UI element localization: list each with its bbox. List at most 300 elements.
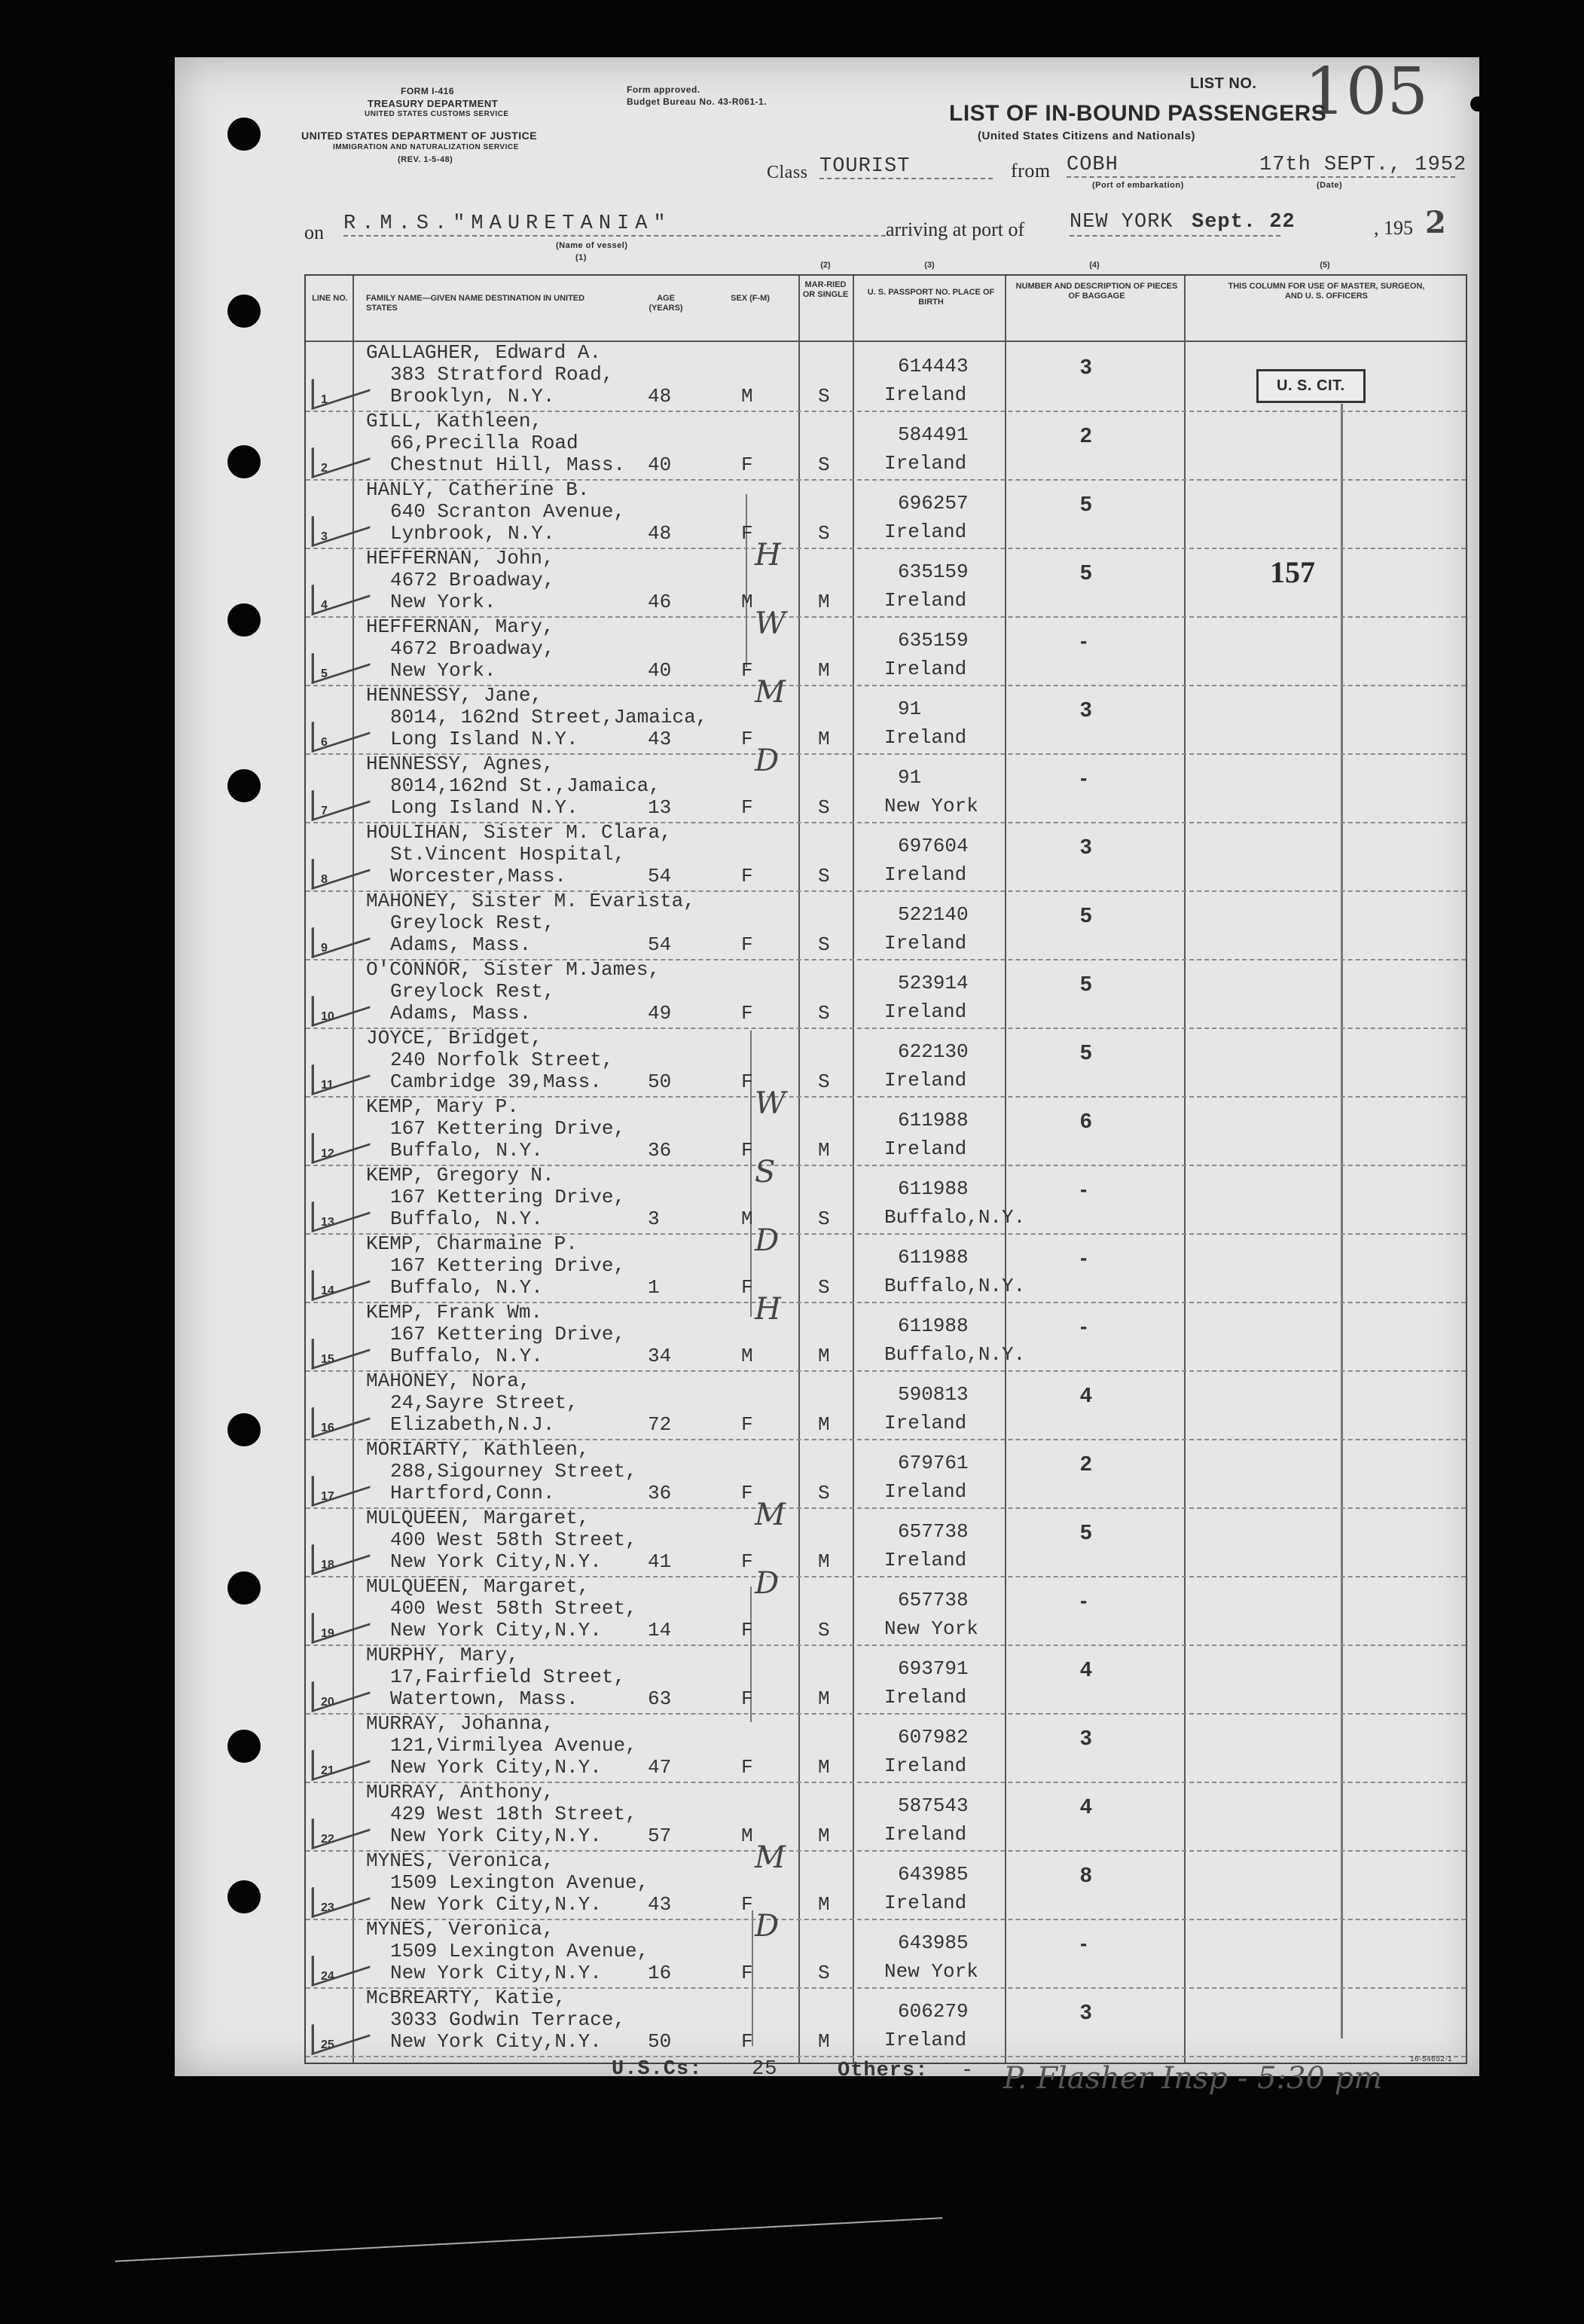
- address-line-2: Chestnut Hill, Mass.: [390, 454, 626, 476]
- header-age: AGE (YEARS): [649, 294, 683, 313]
- table-row: [306, 1086, 1466, 1166]
- table-row: [306, 479, 1466, 549]
- baggage-count: 4: [1080, 1794, 1092, 1818]
- vessel-name: R.M.S."MAURETANIA": [343, 212, 886, 237]
- age: 36: [648, 1139, 672, 1162]
- passport-number: 635159: [898, 560, 969, 583]
- budget-bureau: Budget Bureau No. 43-R061-1.: [627, 96, 768, 107]
- passport-number: 643985: [898, 1863, 969, 1886]
- check-mark: [312, 429, 371, 478]
- place-of-birth: Ireland: [884, 726, 967, 749]
- baggage-count: 3: [1080, 698, 1092, 721]
- marital-status: M: [818, 1139, 830, 1162]
- check-mark: [312, 704, 371, 753]
- age: 34: [648, 1345, 672, 1367]
- line-number: 15: [321, 1353, 334, 1366]
- passenger-name: JOYCE, Bridget,: [366, 1027, 543, 1049]
- port-caption: (Port of embarkation): [1092, 181, 1184, 190]
- marital-status: M: [818, 728, 830, 750]
- sex: F: [741, 1962, 753, 1984]
- place-of-birth: Ireland: [884, 1480, 967, 1503]
- sex: F: [741, 1413, 753, 1436]
- address-line-1: 24,Sayre Street,: [390, 1391, 578, 1414]
- passenger-name: GALLAGHER, Edward A.: [366, 341, 602, 364]
- uscs-label: U.S.Cs:: [612, 2058, 703, 2081]
- marital-status: M: [818, 1825, 830, 1847]
- passport-number: 606279: [898, 2000, 969, 2023]
- sex: F: [741, 1893, 753, 1916]
- address-line-1: 8014,162nd St.,Jamaica,: [390, 774, 661, 797]
- baggage-count: 2: [1080, 423, 1092, 447]
- relation-mark: M: [755, 675, 786, 710]
- age: 54: [648, 933, 672, 956]
- marital-status: M: [818, 1345, 830, 1367]
- treasury-department: TREASURY DEPARTMENT: [368, 98, 499, 109]
- passenger-name: MULQUEEN, Margaret,: [366, 1575, 590, 1598]
- age: 14: [648, 1619, 672, 1641]
- list-no-label: LIST NO.: [1190, 75, 1257, 92]
- list-no-value: 105: [1305, 54, 1429, 130]
- check-mark: [312, 361, 371, 410]
- address-line-1: 3033 Godwin Terrace,: [390, 2008, 626, 2031]
- age: 41: [648, 1550, 672, 1573]
- marital-status: M: [818, 1550, 830, 1573]
- baggage-count: -: [1080, 1177, 1088, 1201]
- passenger-name: HOULIHAN, Sister M. Clara,: [366, 821, 672, 844]
- age: 40: [648, 659, 672, 682]
- sex: F: [741, 659, 753, 682]
- passport-number: 611988: [898, 1109, 969, 1131]
- age: 43: [648, 1893, 672, 1916]
- address-line-1: 167 Kettering Drive,: [390, 1323, 626, 1345]
- passenger-name: KEMP, Gregory N.: [366, 1164, 554, 1186]
- header-baggage-number: (4): [1089, 261, 1100, 270]
- line-number: 9: [321, 942, 328, 954]
- passport-number: 91: [898, 698, 922, 720]
- age: 57: [648, 1825, 672, 1847]
- sex: F: [741, 2030, 753, 2053]
- check-mark: [312, 1458, 371, 1507]
- header-married-number: (2): [820, 261, 831, 270]
- sex: M: [741, 1345, 753, 1367]
- check-mark: [312, 1389, 371, 1438]
- table-row: [306, 1155, 1466, 1235]
- place-of-birth: Ireland: [884, 863, 967, 886]
- address-line-2: Buffalo, N.Y.: [390, 1139, 543, 1162]
- baggage-count: -: [1080, 1246, 1088, 1269]
- line-number: 3: [321, 530, 328, 543]
- officer-count: 157: [1270, 555, 1315, 589]
- class-value: TOURIST: [819, 155, 993, 179]
- passport-number: 590813: [898, 1383, 969, 1406]
- line-number: 16: [321, 1422, 334, 1434]
- baggage-count: 3: [1080, 835, 1092, 858]
- inspector-signature: P. Flasher Insp - 5:30 pm: [1003, 2061, 1383, 2096]
- relation-mark: S: [755, 1155, 776, 1189]
- arrival-year-prefix: , 195: [1374, 217, 1413, 239]
- line-number: 14: [321, 1284, 334, 1297]
- passenger-name: KEMP, Charmaine P.: [366, 1232, 578, 1255]
- sex: F: [741, 1002, 753, 1025]
- address-line-2: New York.: [390, 591, 496, 613]
- passport-number: 611988: [898, 1246, 969, 1269]
- table-row: [306, 1498, 1466, 1577]
- address-line-1: 121,Virmilyea Avenue,: [390, 1734, 637, 1757]
- place-of-birth: Ireland: [884, 932, 967, 954]
- line-number: 7: [321, 805, 328, 817]
- relation-mark: D: [755, 1223, 780, 1258]
- address-line-2: Adams, Mass.: [390, 1002, 532, 1025]
- relation-mark: M: [755, 1498, 786, 1532]
- marital-status: M: [818, 1687, 830, 1710]
- punch-hole: [227, 769, 261, 802]
- check-mark: [312, 2006, 371, 2055]
- address-line-2: Long Island N.Y.: [390, 728, 578, 750]
- address-line-1: 17,Fairfield Street,: [390, 1666, 626, 1688]
- ins-service: IMMIGRATION AND NATURALIZATION SERVICE: [333, 143, 519, 151]
- check-mark: [312, 1595, 371, 1644]
- departure-date: 17th SEPT.: [1259, 154, 1390, 176]
- place-of-birth: Ireland: [884, 1892, 967, 1914]
- check-mark: [312, 772, 371, 821]
- marital-status: M: [818, 2030, 830, 2053]
- sex: F: [741, 1070, 753, 1093]
- baggage-count: -: [1080, 1589, 1088, 1612]
- check-mark: [312, 498, 371, 547]
- address-line-2: New York City,N.Y.: [390, 1893, 602, 1916]
- place-of-birth: Ireland: [884, 1549, 967, 1571]
- baggage-count: 5: [1080, 1040, 1092, 1064]
- line-number: 19: [321, 1627, 334, 1640]
- address-line-2: New York.: [390, 659, 496, 682]
- relation-mark: D: [755, 744, 780, 778]
- address-line-2: Worcester,Mass.: [390, 865, 567, 887]
- punch-hole: [227, 603, 261, 637]
- table-row: [306, 890, 1466, 960]
- date-underline: [1259, 176, 1455, 178]
- address-line-2: Cambridge 39,Mass.: [390, 1070, 602, 1093]
- sex: F: [741, 796, 753, 819]
- line-number: 5: [321, 667, 328, 680]
- punch-hole: [227, 1571, 261, 1605]
- passport-number: 91: [898, 766, 922, 789]
- passenger-table: [304, 261, 1467, 2064]
- address-line-1: 4672 Broadway,: [390, 569, 555, 591]
- relation-mark: M: [755, 1840, 786, 1875]
- passport-number: 693791: [898, 1657, 969, 1680]
- passenger-name: McBREARTY, Katie,: [366, 1987, 566, 2009]
- us-citizen-stamp: U. S. CIT.: [1256, 369, 1366, 403]
- address-line-2: New York City,N.Y.: [390, 1756, 602, 1779]
- passenger-name: MAHONEY, Sister M. Evarista,: [366, 890, 695, 912]
- table-row: [306, 1840, 1466, 1920]
- line-number: 11: [321, 1079, 334, 1092]
- marital-status: M: [818, 1413, 830, 1436]
- relation-mark: D: [755, 1566, 780, 1601]
- marital-status: S: [818, 454, 830, 476]
- passport-number: 522140: [898, 903, 969, 926]
- passport-number: 696257: [898, 492, 969, 515]
- baggage-count: 4: [1080, 1383, 1092, 1406]
- form-approved: Form approved.: [627, 84, 700, 95]
- uscs-value: 25: [752, 2058, 778, 2081]
- sex: F: [741, 1619, 753, 1641]
- age: 50: [648, 2030, 672, 2053]
- table-row: [306, 1223, 1466, 1303]
- address-line-1: 400 West 58th Street,: [390, 1597, 637, 1620]
- punch-hole: [227, 445, 261, 478]
- passenger-name: HENNESSY, Jane,: [366, 684, 543, 707]
- marital-status: M: [818, 1893, 830, 1916]
- age: 43: [648, 728, 672, 750]
- arrival-year-suffix: 2: [1425, 205, 1446, 240]
- address-line-2: Adams, Mass.: [390, 933, 532, 956]
- table-row: [306, 1566, 1466, 1646]
- relation-mark: H: [755, 1292, 781, 1327]
- check-mark: [312, 1115, 371, 1164]
- marital-status: S: [818, 385, 830, 408]
- address-line-1: 167 Kettering Drive,: [390, 1117, 626, 1140]
- marital-status: S: [818, 1482, 830, 1504]
- address-line-2: Brooklyn, N.Y.: [390, 385, 555, 408]
- marital-status: M: [818, 659, 830, 682]
- place-of-birth: Ireland: [884, 1000, 967, 1023]
- check-mark: [312, 1526, 371, 1575]
- table-row: [306, 1370, 1466, 1440]
- marital-status: S: [818, 1619, 830, 1641]
- table-header: [306, 261, 1466, 342]
- marital-status: M: [818, 1756, 830, 1779]
- header-married: MAR-RIED OR SINGLE: [802, 280, 849, 299]
- check-mark: [312, 909, 371, 958]
- marital-status: S: [818, 1002, 830, 1025]
- place-of-birth: Buffalo,N.Y.: [884, 1343, 1026, 1366]
- date-caption: (Date): [1317, 181, 1343, 190]
- header-name: FAMILY NAME—GIVEN NAME DESTINATION IN UNITED STATES: [366, 294, 585, 313]
- passport-number: 607982: [898, 1726, 969, 1748]
- age: 16: [648, 1962, 672, 1984]
- check-mark: [312, 978, 371, 1027]
- passport-number: 614443: [898, 355, 969, 377]
- line-number: 2: [321, 462, 328, 475]
- class-label: Class: [767, 163, 808, 182]
- age: 1: [648, 1276, 660, 1299]
- place-of-birth: Ireland: [884, 589, 967, 612]
- place-of-birth: Ireland: [884, 1069, 967, 1092]
- header-baggage: NUMBER AND DESCRIPTION OF PIECES OF BAGGAGE: [1015, 282, 1178, 301]
- table-row: [306, 1645, 1466, 1715]
- line-number: 1: [321, 393, 328, 406]
- passenger-name: MULQUEEN, Margaret,: [366, 1507, 590, 1529]
- arriving-label: arriving at port of: [886, 218, 1025, 240]
- baggage-count: -: [1080, 629, 1088, 652]
- age: 54: [648, 865, 672, 887]
- address-line-2: New York City,N.Y.: [390, 1962, 602, 1984]
- check-mark: [312, 1046, 371, 1095]
- check-mark: [312, 841, 371, 890]
- passport-number: 587543: [898, 1794, 969, 1817]
- line-number: 8: [321, 873, 328, 886]
- table-row: [306, 1987, 1466, 2057]
- passenger-name: GILL, Kathleen,: [366, 410, 543, 432]
- sex: M: [741, 1208, 753, 1230]
- place-of-birth: Ireland: [884, 1412, 967, 1434]
- passenger-name: MURRAY, Johanna,: [366, 1712, 554, 1735]
- baggage-count: 2: [1080, 1452, 1092, 1475]
- marital-status: S: [818, 1070, 830, 1093]
- baggage-count: 8: [1080, 1863, 1092, 1886]
- passenger-name: MORIARTY, Kathleen,: [366, 1438, 590, 1461]
- place-of-birth: Ireland: [884, 1138, 967, 1160]
- on-label: on: [304, 221, 324, 243]
- marital-status: M: [818, 591, 830, 613]
- address-line-1: 383 Stratford Road,: [390, 363, 614, 386]
- baggage-count: 4: [1080, 1657, 1092, 1681]
- table-row: [306, 538, 1466, 618]
- place-of-birth: Buffalo,N.Y.: [884, 1206, 1026, 1229]
- line-number: 21: [321, 1764, 334, 1777]
- address-line-1: 1509 Lexington Avenue,: [390, 1940, 649, 1962]
- check-mark: [312, 566, 371, 615]
- relation-mark: H: [755, 538, 781, 573]
- place-of-birth: Ireland: [884, 1823, 967, 1846]
- address-line-2: Elizabeth,N.J.: [390, 1413, 555, 1436]
- vessel-column-number: (1): [575, 253, 587, 262]
- address-line-1: 1509 Lexington Avenue,: [390, 1871, 649, 1894]
- table-row: [306, 1782, 1466, 1852]
- passenger-name: MAHONEY, Nora,: [366, 1370, 531, 1392]
- table-row: [306, 411, 1466, 481]
- address-line-1: 4672 Broadway,: [390, 637, 555, 660]
- marital-status: S: [818, 1276, 830, 1299]
- passenger-name: HENNESSY, Agnes,: [366, 753, 554, 775]
- line-number: 22: [321, 1833, 334, 1846]
- department-of-justice: UNITED STATES DEPARTMENT OF JUSTICE: [301, 130, 538, 142]
- port-of-embarkation: COBH: [1067, 154, 1262, 178]
- sex: F: [741, 522, 753, 545]
- age: 3: [648, 1208, 660, 1230]
- line-number: 25: [321, 2038, 334, 2051]
- header-passport-number: (3): [924, 261, 935, 270]
- departure-year: , 1952: [1389, 154, 1467, 176]
- address-line-2: New York City,N.Y.: [390, 1619, 602, 1641]
- line-number: 20: [321, 1696, 334, 1709]
- line-number: 4: [321, 599, 328, 612]
- punch-hole: [227, 1880, 261, 1913]
- sex: F: [741, 865, 753, 887]
- sex: F: [741, 1756, 753, 1779]
- form-code: 16-54652-1: [1410, 2055, 1453, 2063]
- arrival-port: NEW YORK: [1070, 211, 1174, 234]
- others-value: -: [961, 2060, 975, 2082]
- passenger-name: O'CONNOR, Sister M.James,: [366, 958, 661, 981]
- marital-status: S: [818, 933, 830, 956]
- age: 50: [648, 1070, 672, 1093]
- age: 49: [648, 1002, 672, 1025]
- baggage-count: 5: [1080, 560, 1092, 584]
- punch-hole: [227, 1413, 261, 1446]
- place-of-birth: Ireland: [884, 658, 967, 680]
- age: 63: [648, 1687, 672, 1710]
- passport-number: 584491: [898, 423, 969, 446]
- passenger-name: KEMP, Mary P.: [366, 1095, 519, 1118]
- baggage-count: 5: [1080, 492, 1092, 515]
- arrival-date: Sept. 22: [1192, 211, 1296, 234]
- check-mark: [312, 1252, 371, 1301]
- place-of-birth: Ireland: [884, 521, 967, 543]
- place-of-birth: Ireland: [884, 452, 967, 475]
- baggage-count: 3: [1080, 1726, 1092, 1749]
- address-line-2: Buffalo, N.Y.: [390, 1345, 543, 1367]
- place-of-birth: Ireland: [884, 1686, 967, 1709]
- sex: F: [741, 1687, 753, 1710]
- baggage-count: -: [1080, 1315, 1088, 1338]
- passport-number: 657738: [898, 1589, 969, 1611]
- place-of-birth: New York: [884, 795, 978, 817]
- sex: F: [741, 1550, 753, 1573]
- sex: M: [741, 385, 753, 408]
- check-mark: [312, 1800, 371, 1849]
- check-mark: [312, 1938, 371, 1987]
- passenger-name: MYNES, Veronica,: [366, 1849, 554, 1872]
- header-passport: U. S. PASSPORT NO. PLACE OF BIRTH: [867, 288, 995, 307]
- baggage-count: 5: [1080, 972, 1092, 995]
- passport-number: 697604: [898, 835, 969, 857]
- age: 48: [648, 385, 672, 408]
- age: 13: [648, 796, 672, 819]
- address-line-2: Buffalo, N.Y.: [390, 1276, 543, 1299]
- age: 40: [648, 454, 672, 476]
- address-line-1: 240 Norfolk Street,: [390, 1049, 614, 1071]
- check-mark: [312, 1663, 371, 1712]
- address-line-2: New York City,N.Y.: [390, 2030, 602, 2053]
- sex: F: [741, 1139, 753, 1162]
- sex: F: [741, 454, 753, 476]
- stray-fiber: [115, 2217, 943, 2262]
- vessel-caption: (Name of vessel): [556, 241, 628, 250]
- sex: F: [741, 1482, 753, 1504]
- table-row: [306, 675, 1466, 755]
- passenger-name: HEFFERNAN, Mary,: [366, 615, 554, 638]
- check-mark: [312, 1321, 371, 1370]
- table-row: [306, 606, 1466, 686]
- address-line-2: Watertown, Mass.: [390, 1687, 578, 1710]
- passenger-name: MURPHY, Mary,: [366, 1644, 519, 1666]
- passport-number: 635159: [898, 629, 969, 652]
- address-line-1: 66,Precilla Road: [390, 432, 578, 454]
- arrival-underline: [1070, 235, 1280, 237]
- address-line-1: St.Vincent Hospital,: [390, 843, 626, 866]
- header-sex: SEX (F-M): [731, 294, 770, 303]
- marital-status: S: [818, 522, 830, 545]
- age: 46: [648, 591, 672, 613]
- punch-hole: [227, 1730, 261, 1763]
- passport-number: 523914: [898, 972, 969, 994]
- punch-hole: [1470, 96, 1485, 111]
- marital-status: S: [818, 796, 830, 819]
- age: 36: [648, 1482, 672, 1504]
- marital-status: S: [818, 1208, 830, 1230]
- line-number: 12: [321, 1147, 334, 1160]
- address-line-1: 167 Kettering Drive,: [390, 1186, 626, 1208]
- passenger-name: KEMP, Frank Wm.: [366, 1301, 543, 1324]
- line-number: 18: [321, 1559, 334, 1571]
- table-row: [306, 1439, 1466, 1509]
- manifest-title: LIST OF IN-BOUND PASSENGERS: [949, 101, 1327, 126]
- passenger-name: MURRAY, Anthony,: [366, 1781, 554, 1803]
- check-mark: [312, 1869, 371, 1918]
- relation-mark: W: [755, 1086, 786, 1121]
